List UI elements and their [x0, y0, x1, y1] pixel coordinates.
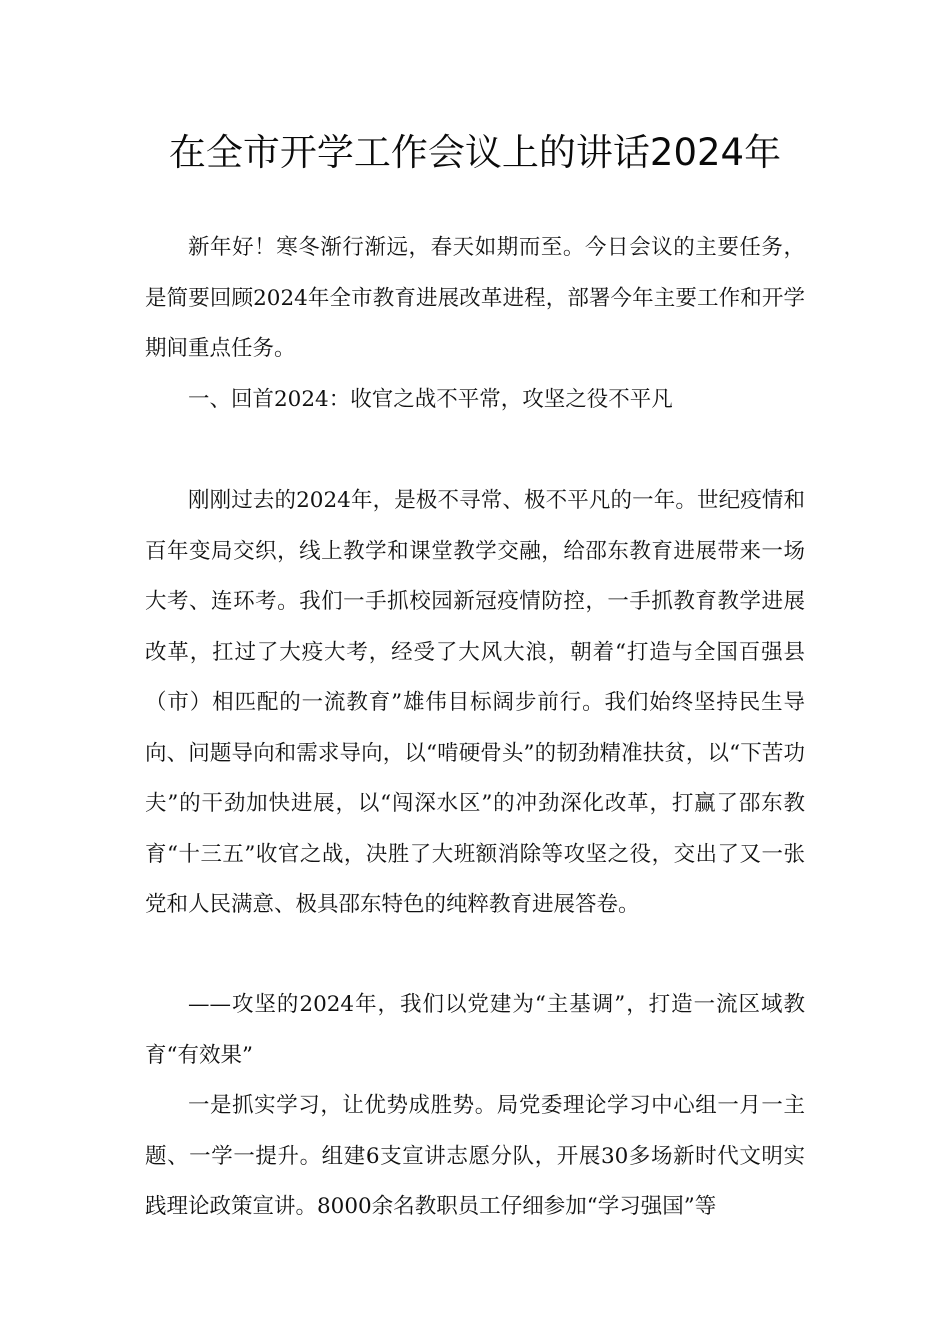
- subsection-heading: [145, 980, 805, 1081]
- paragraph-intro: [145, 223, 805, 375]
- section-heading-1: [145, 375, 805, 426]
- subsection-heading-text: ——攻坚的2024年，我们以党建为“主基调”，打造一流区域教育“有效果”: [145, 992, 805, 1068]
- paragraph-text: 新年好！寒冬渐行渐远，春天如期而至。今日会议的主要任务，是简要回顾2024年全市教育进展改革进程，部署今年主要工作和开学期间重点任务。: [145, 235, 805, 361]
- section-heading-text: 一、回首2024：收官之战不平常，攻坚之役不平凡: [188, 387, 673, 412]
- paragraph-review: [145, 476, 805, 931]
- paragraph-text: 一是抓实学习，让优势成胜势。局党委理论学习中心组一月一主题、一学一提升。组建6支宣讲志愿分队，开展30多场新时代文明实践理论政策宣讲。8000余名教职员工仔细参加“学习强国”等: [145, 1093, 805, 1219]
- paragraph-study: [145, 1081, 805, 1233]
- document-title: 在全市开学工作会议上的讲话2024年: [168, 131, 782, 174]
- paragraph-text: 刚刚过去的2024年，是极不寻常、极不平凡的一年。世纪疫情和百年变局交织，线上教学和课堂教学交融，给邵东教育进展带来一场大考、连环考。我们一手抓校园新冠疫情防控，一手抓教育教学进展改革，扛过了大疫大考，经受了大风大浪，朝着“打造与全国百强县（市）相匹配的一流教育”雄伟目标阔步前行。我们始终坚持民生导向、问题导向和需求导向，以“啃硬骨头”的韧劲精准扶贫，以“下苦功夫”的干劲加快进展，以“闯深水区”的冲劲深化改革，打赢了邵东教育“十三五”收官之战，决胜了大班额消除等攻坚之役，交出了又一张党和人民满意、极具邵东特色的纯粹教育进展答卷。: [145, 488, 805, 917]
